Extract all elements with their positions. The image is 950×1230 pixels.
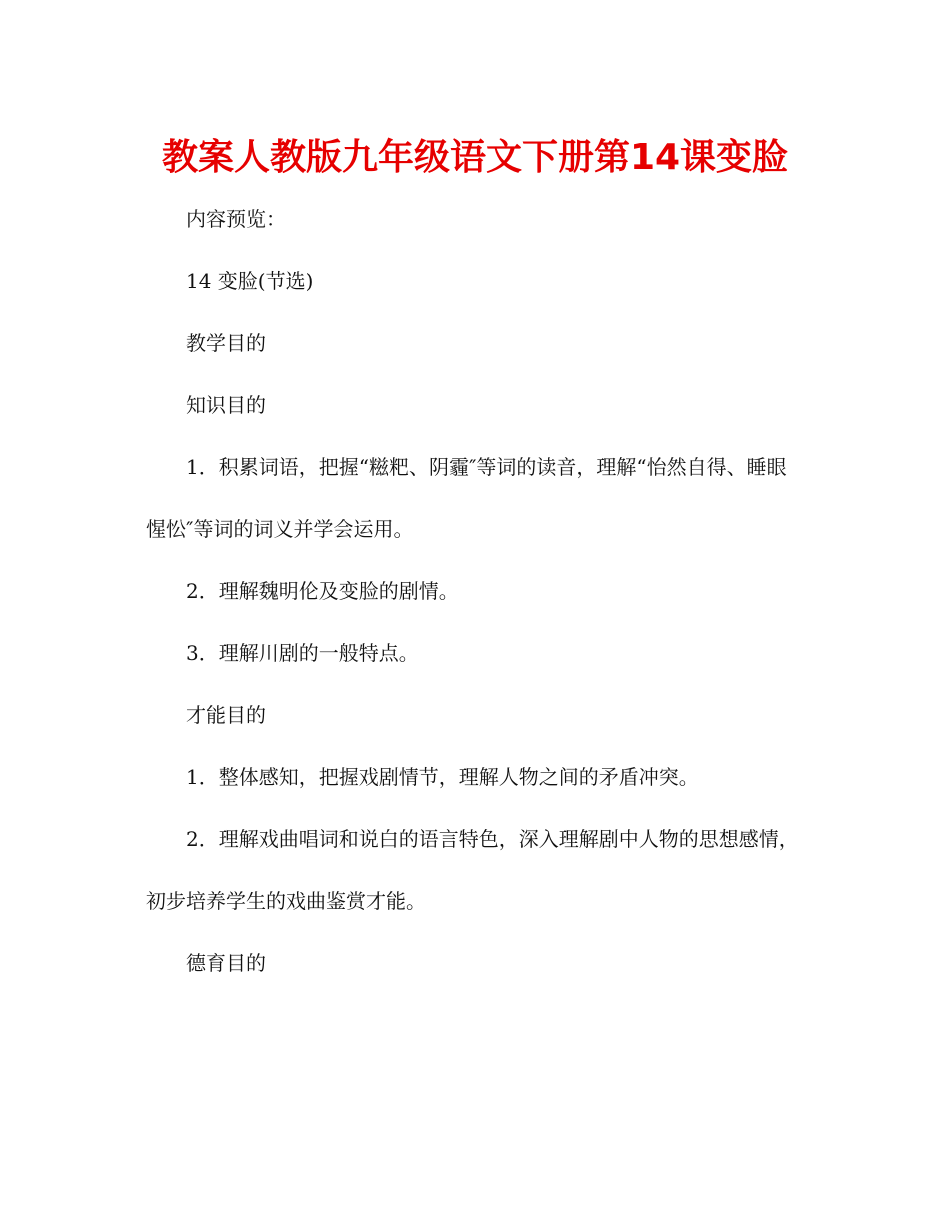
- paragraph-knowledge-item-3: 3．理解川剧的一般特点。: [186, 641, 419, 665]
- paragraph-preview-label: 内容预览：: [186, 207, 286, 231]
- paragraph-knowledge-goals: 知识目的: [186, 393, 266, 417]
- paragraph-ability-item-2: 2．理解戏曲唱词和说白的语言特色，深入理解剧中人物的思想感情，初步培养学生的戏曲鉴赏才能。: [146, 827, 799, 913]
- paragraph-teaching-goals: 教学目的: [186, 331, 266, 355]
- paragraph-knowledge-item-2: 2．理解魏明伦及变脸的剧情。: [186, 579, 459, 603]
- paragraph-moral-goals: 德育目的: [186, 951, 266, 975]
- paragraph-ability-item-1: 1．整体感知，把握戏剧情节，理解人物之间的矛盾冲突。: [186, 765, 699, 789]
- document-body: [146, 188, 806, 994]
- paragraph-knowledge-item-1: 1．积累词语，把握“糍粑、阴霾″等词的读音，理解“怡然自得、睡眼惺忪″等词的词义并学会运用。: [146, 455, 787, 541]
- paragraph-lesson-heading: 14 变脸(节选): [186, 269, 314, 293]
- paragraph-ability-goals: 才能目的: [186, 703, 266, 727]
- document-title: 教案人教版九年级语文下册第14课变脸: [161, 137, 789, 178]
